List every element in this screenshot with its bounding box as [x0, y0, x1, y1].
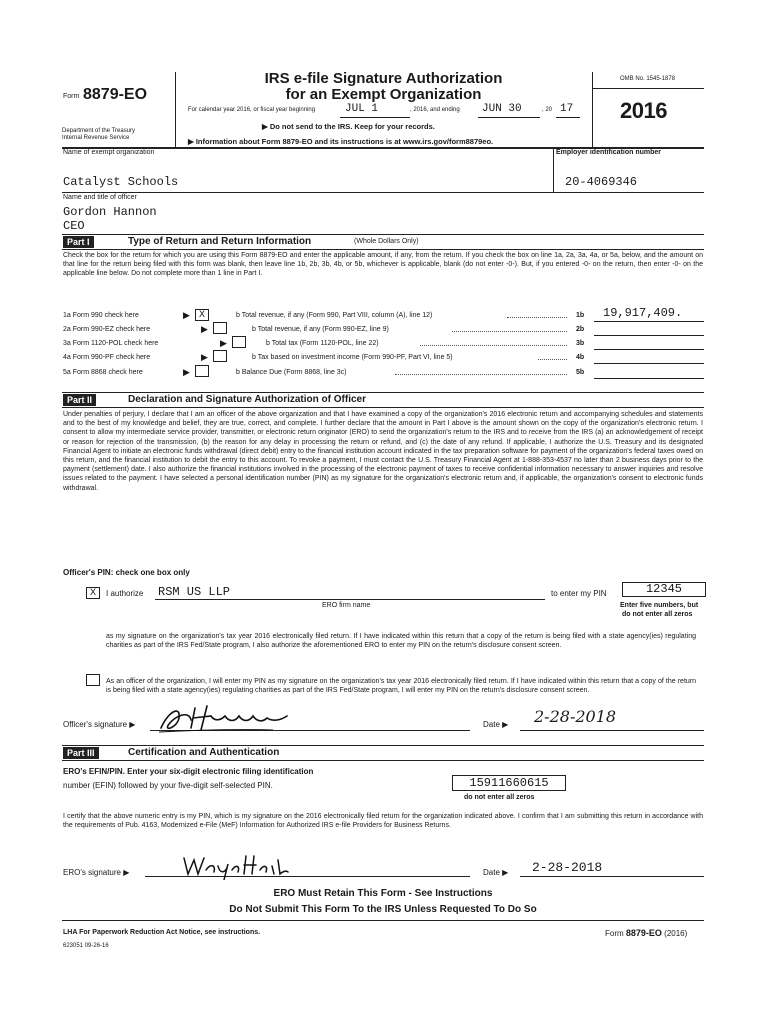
- part3-badge: Part III: [63, 747, 99, 759]
- part1-title-note: (Whole Dollars Only): [354, 238, 419, 245]
- org-name-label: Name of exempt organization: [63, 149, 155, 156]
- officer-signature-date: 2-28-2018: [534, 707, 617, 726]
- arrow-icon: ▶: [201, 324, 208, 334]
- form-ref-number: 8879-EO: [625, 928, 662, 938]
- form-number: 8879-EO: [83, 86, 148, 103]
- part2-declaration: Under penalties of perjury, I declare that I am an officer of the above organization and that I have examined a copy of the organization's 2016 electronic return and accompanying schedules and statements and to the best of my knowledge and belief, they are true, correct, and complete. I further declare that the amount in Part I above is the amount shown on the copy of the organization's electronic return. I consent to allow my intermediate service provider, transmitter, or electronic return originator (ERO) to send the organization's return to the IRS and to receive from the IRS (a) an acknowledgement of receipt or reason for rejection of the transmission, (b) the reason for any delay in processing the return or refund, and (c) the date of any refund. If applicable, I authorize the U.S. Treasury and its designated Financial Agent to initiate an electronic funds withdrawal (direct debit) entry to the financial institution account indicated in the tax preparation software for payment of the organization's federal taxes owed on this return, and the financial institution to debit the entry to this account. To revoke a payment, I must contact the U.S. Treasury Financial Agent at 1-888-353-4537 no later than 2 business days prior to the payment (settlement) date. I also authorize the financial institutions involved in the processing of the electronic payment of taxes to receive confidential information necessary to answer inquiries and resolve issues related to the payment. I have selected a personal identification number (PIN) as my signature for the organization's electronic return and, if applicable, the organization's consent to electronic funds withdrawal.: [63, 411, 703, 492]
- dept-irs: Internal Revenue Service: [62, 135, 130, 141]
- calendar-prefix: For calendar year 2016, or fiscal year beginning: [188, 107, 316, 113]
- org-name: Catalyst Schools: [63, 175, 179, 189]
- efin-label-line2: number (EFIN) followed by your five-digit self-selected PIN.: [63, 781, 273, 790]
- ero-firm-name: RSM US LLP: [158, 585, 231, 599]
- arrow-icon: ▶: [183, 310, 190, 320]
- officer-signature-label: Officer's signature ▶: [63, 720, 136, 729]
- ero-date-label: Date ▶: [483, 868, 509, 877]
- efin-pin-value[interactable]: 15911660615: [452, 775, 566, 791]
- fiscal-begin: JUL 1: [345, 103, 379, 115]
- line-1b-value: 19,917,409.: [603, 306, 683, 320]
- line-5b-label: b Balance Due (Form 8868, line 3c): [236, 369, 347, 376]
- form-code: 623051 09-26-16: [63, 943, 109, 949]
- authorize-ero-checkbox[interactable]: X: [86, 587, 100, 599]
- dept-treasury: Department of the Treasury: [62, 128, 136, 134]
- form-reference: [605, 928, 687, 938]
- form-prefix: Form: [63, 93, 80, 100]
- part3-title: Certification and Authentication: [128, 747, 280, 758]
- line-2a-label: 2a Form 990-EZ check here: [63, 326, 151, 333]
- fiscal-mid: , 2016, and ending: [410, 107, 460, 113]
- fiscal-year-prefix: , 20: [542, 107, 553, 113]
- officer-signature: [155, 700, 305, 736]
- line-2b-label: b Total revenue, if any (Form 990-EZ, line 9): [252, 326, 389, 333]
- arrow-icon: ▶: [183, 367, 190, 377]
- lha-notice: LHA For Paperwork Reduction Act Notice, see instructions.: [63, 929, 261, 936]
- form-ref-year: (2016): [664, 929, 688, 938]
- line-5b-num: 5b: [576, 369, 585, 376]
- omb-number: OMB No. 1545-1878: [620, 76, 676, 82]
- line-1b-label: b Total revenue, if any (Form 990, Part VIII, column (A), line 12): [236, 312, 433, 319]
- line-3a-checkbox[interactable]: [232, 336, 246, 348]
- line-3b-label: b Total tax (Form 1120-POL, line 22): [266, 340, 379, 347]
- line-3a-label: 3a Form 1120-POL check here: [63, 340, 159, 347]
- info-note: ▶ Information about Form 8879-EO and its instructions is at www.irs.gov/form8879eo.: [188, 137, 494, 146]
- line-2a-checkbox[interactable]: [213, 322, 227, 334]
- arrow-icon: ▶: [201, 352, 208, 362]
- do-not-send-note: ▶ Do not send to the IRS. Keep for your records.: [262, 122, 435, 131]
- fiscal-year: 17: [560, 103, 574, 115]
- ero-signature-label: ERO's signature ▶: [63, 868, 130, 877]
- fiscal-end: JUN 30: [482, 103, 522, 115]
- officer-enter-pin-text: As an officer of the organization, I will enter my PIN as my signature on the organization's tax year 2016 electronically filed return. If I have indicated within this return that a copy of the return is being filed with a state agency(ies) regulating charities as part of the IRS Fed/State program, I will enter my PIN on the return's disclosure consent screen.: [106, 678, 696, 695]
- officer-date-label: Date ▶: [483, 720, 509, 729]
- authorize-ero-text: as my signature on the organization's tax year 2016 electronically filed return. If I have indicated within this return that a copy of the return is being filed with a state agency(ies) regulating charities as part of the IRS Fed/State program, I also authorize the aforementioned ERO to enter my PIN on the return's disclosure consent screen.: [106, 633, 696, 650]
- part1-title: Type of Return and Return Information: [128, 236, 312, 247]
- pin-note-line1: Enter five numbers, but: [620, 602, 699, 609]
- line-1a-checkbox[interactable]: X: [195, 309, 209, 321]
- line-3b-num: 3b: [576, 340, 585, 347]
- form-title-line1: IRS e-file Signature Authorization: [264, 70, 503, 87]
- ero-certification-text: I certify that the above numeric entry is my PIN, which is my signature on the 2016 electronically filed return for the organization indicated above. I confirm that I am submitting this return in accordance with the requirements of Pub. 4163, Modernized e-File (MeF) Information for Authorized IRS e-file Providers for Business Returns.: [63, 813, 703, 830]
- efin-note: do not enter all zeros: [464, 794, 535, 801]
- efin-label-line1: ERO's EFIN/PIN. Enter your six-digit electronic filing identification: [63, 767, 314, 776]
- do-not-submit-note: Do Not Submit This Form To the IRS Unless Requested To Do So: [229, 904, 537, 915]
- tax-year: 2016: [620, 98, 667, 123]
- line-5a-checkbox[interactable]: [195, 365, 209, 377]
- line-4b-label: b Tax based on investment income (Form 990-PF, Part VI, line 5): [252, 354, 453, 361]
- pin-note-line2: do not enter all zeros: [622, 611, 693, 618]
- form-title-line2: for an Exempt Organization: [285, 86, 482, 103]
- officer-pin-heading: Officer's PIN: check one box only: [63, 568, 190, 577]
- ero-firm-label: ERO firm name: [322, 602, 371, 609]
- form-ref-prefix: Form: [605, 929, 624, 938]
- line-2b-num: 2b: [576, 326, 585, 333]
- line-4a-checkbox[interactable]: [213, 350, 227, 362]
- arrow-icon: ▶: [220, 338, 227, 348]
- officer-name: Gordon Hannon: [63, 205, 157, 219]
- line-4a-label: 4a Form 990-PF check here: [63, 354, 151, 361]
- line-1a-label: 1a Form 990 check here: [63, 312, 139, 319]
- to-enter-pin-label: to enter my PIN: [551, 589, 607, 598]
- officer-enter-pin-checkbox[interactable]: [86, 674, 100, 686]
- ero-signature: [180, 852, 290, 880]
- ero-retain-note: ERO Must Retain This Form - See Instructions: [273, 888, 493, 899]
- line-1b-num: 1b: [576, 312, 585, 319]
- authorize-prefix: I authorize: [106, 589, 144, 598]
- officer-title: CEO: [63, 219, 85, 233]
- officer-pin-value[interactable]: 12345: [622, 582, 706, 597]
- ero-signature-date: 2-28-2018: [532, 860, 603, 875]
- ein-label: Employer identification number: [556, 149, 662, 156]
- part1-badge: Part I: [63, 236, 94, 248]
- officer-label: Name and title of officer: [63, 194, 137, 201]
- ein-value: 20-4069346: [565, 175, 638, 189]
- part1-intro: Check the box for the return for which you are using this Form 8879-EO and enter the applicable amount, if any, from the return. If you check the box on line 1a, 2a, 3a, 4a, or 5a, below, and the amount on that line for the return being filed with this form was blank, then leave line 1b, 2b, 3b, 4b, or 5b, whichever is applicable, blank (do not enter -0-). But, if you entered -0- on the return, then enter -0- on the applicable line below. Do not complete more than 1 line in Part I.: [63, 252, 703, 278]
- line-4b-num: 4b: [576, 354, 585, 361]
- part2-title: Declaration and Signature Authorization of Officer: [128, 394, 366, 405]
- part2-badge: Part II: [63, 394, 96, 406]
- line-5a-label: 5a Form 8868 check here: [63, 369, 143, 376]
